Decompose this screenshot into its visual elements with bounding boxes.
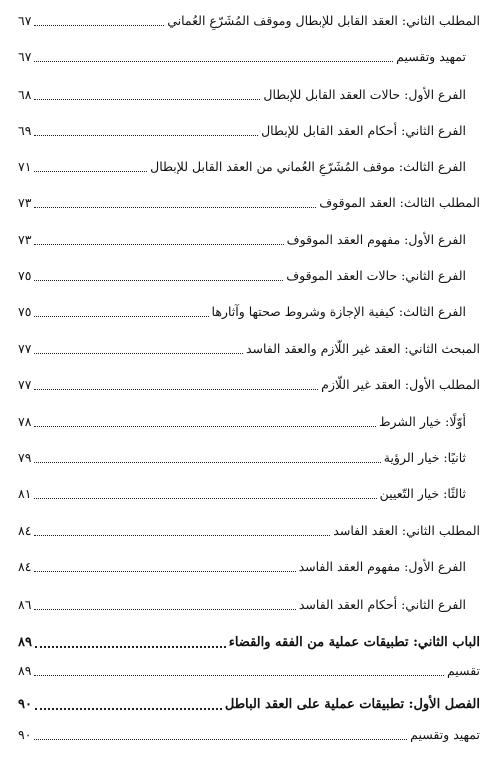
toc-entry-title: الفرع الثالث: موقف المُشَرّعِ العُماني من العقد القابل للإبطال (150, 159, 466, 174)
toc-entry-page: ٧٥ (18, 304, 32, 319)
toc-entry (18, 483, 480, 505)
toc-entry-page: ٨٩ (18, 663, 32, 678)
toc-entry (18, 229, 480, 251)
toc-entry-title: تمهيد وتقسيم (410, 727, 480, 742)
toc-entry-title: ثانيًا: خيار الرؤية (383, 450, 466, 465)
toc-entry (18, 447, 480, 469)
toc-entry (18, 694, 480, 716)
dot-leader (34, 135, 258, 136)
dot-leader (34, 61, 393, 62)
dot-leader (34, 462, 380, 463)
dot-leader (34, 498, 376, 499)
dot-leader (34, 675, 444, 676)
toc-entry-title: أوّلًا: خيار الشرط (378, 414, 466, 429)
toc-entry (18, 632, 480, 654)
dot-leader (34, 609, 295, 610)
toc-entry-page: ٨٦ (18, 597, 32, 612)
toc-entry-title: المبحث الثاني: العقد غير اللّازم والعقد الفاسد (245, 341, 480, 356)
toc-entry-page: ٧٣ (18, 195, 32, 210)
toc-entry-page: ٧١ (18, 159, 32, 174)
toc-entry-page: ٦٨ (18, 87, 32, 102)
dot-leader (34, 171, 147, 172)
dot-leader (34, 389, 318, 390)
toc-entry (18, 520, 480, 542)
toc-entry-page: ٧٣ (18, 232, 32, 247)
toc-entry-title: الفصل الأول: تطبيقات عملية على العقد الباطل (224, 697, 480, 712)
toc-entry (18, 724, 480, 746)
toc-entry-title: الفرع الثاني: أحكام العقد القابل للإبطال (261, 123, 466, 138)
toc-entry-title: الباب الثاني: تطبيقات عملية من الفقه والقضاء (228, 635, 480, 650)
toc-entry-page: ٨١ (18, 486, 32, 501)
dot-leader (34, 25, 164, 26)
toc-entry (18, 46, 480, 68)
toc-entry-page: ٧٩ (18, 450, 32, 465)
dot-leader (34, 571, 295, 572)
toc-entry-title: المطلب الثالث: العقد الموقوف (319, 195, 480, 210)
toc-entry-page: ٨٤ (18, 523, 32, 538)
toc-entry-page: ٦٩ (18, 123, 32, 138)
toc-entry (18, 411, 480, 433)
toc-entry (18, 192, 480, 214)
dot-leader (35, 646, 226, 648)
toc-entry (18, 265, 480, 287)
toc-entry-title: ثالثًا: خيار التّعيين (379, 486, 466, 501)
toc-entry-title: الفرع الثاني: أحكام العقد الفاسد (298, 597, 466, 612)
dot-leader (34, 535, 330, 536)
toc-entry (18, 120, 480, 142)
toc-entry-title: تمهيد وتقسيم (396, 49, 466, 64)
dot-leader (34, 316, 208, 317)
toc-entry-title: الفرع الأول: حالات العقد القابل للإبطال (263, 87, 466, 102)
toc-entry-title: تقسيم (446, 663, 480, 678)
toc-entry (18, 84, 480, 106)
toc-entry-page: ٧٨ (18, 414, 32, 429)
dot-leader (34, 244, 283, 245)
toc-entry-title: الفرع الثاني: حالات العقد الموقوف (286, 268, 466, 283)
toc-entry-title: الفرع الأول: مفهوم العقد الموقوف (286, 232, 466, 247)
toc-entry-page: ٩٠ (18, 697, 32, 712)
dot-leader (34, 426, 376, 427)
dot-leader (34, 280, 283, 281)
toc-entry-title: الفرع الأول: مفهوم العقد الفاسد (298, 559, 466, 574)
toc-entry (18, 10, 480, 32)
toc-entry-title: الفرع الثالث: كيفية الإجازة وشروط صحتها وآثارها (211, 304, 466, 319)
toc-entry-page: ٨٩ (18, 635, 32, 650)
dot-leader (34, 99, 260, 100)
dot-leader (35, 708, 222, 710)
toc-entry-page: ٧٧ (18, 377, 32, 392)
toc-entry-page: ٧٥ (18, 268, 32, 283)
toc-entry-page: ٨٤ (18, 559, 32, 574)
toc-entry (18, 660, 480, 682)
toc-entry (18, 338, 480, 360)
dot-leader (34, 207, 316, 208)
toc-entry (18, 556, 480, 578)
toc-entry (18, 156, 480, 178)
toc-entry-title: المطلب الثاني: العقد القابل للإبطال وموقف المُشَرّعِ العُماني (167, 13, 480, 28)
toc-entry (18, 374, 480, 396)
toc-entry (18, 594, 480, 616)
dot-leader (34, 739, 407, 740)
toc-entry (18, 301, 480, 323)
toc-entry-title: المطلب الأول: العقد غير اللّازم (321, 377, 480, 392)
toc-entry-title: المطلب الثاني: العقد الفاسد (333, 523, 480, 538)
toc-entry-page: ٦٧ (18, 13, 32, 28)
toc-entry-page: ٦٧ (18, 49, 32, 64)
toc-entry-page: ٧٧ (18, 341, 32, 356)
dot-leader (34, 353, 243, 354)
toc-entry-page: ٩٠ (18, 727, 32, 742)
